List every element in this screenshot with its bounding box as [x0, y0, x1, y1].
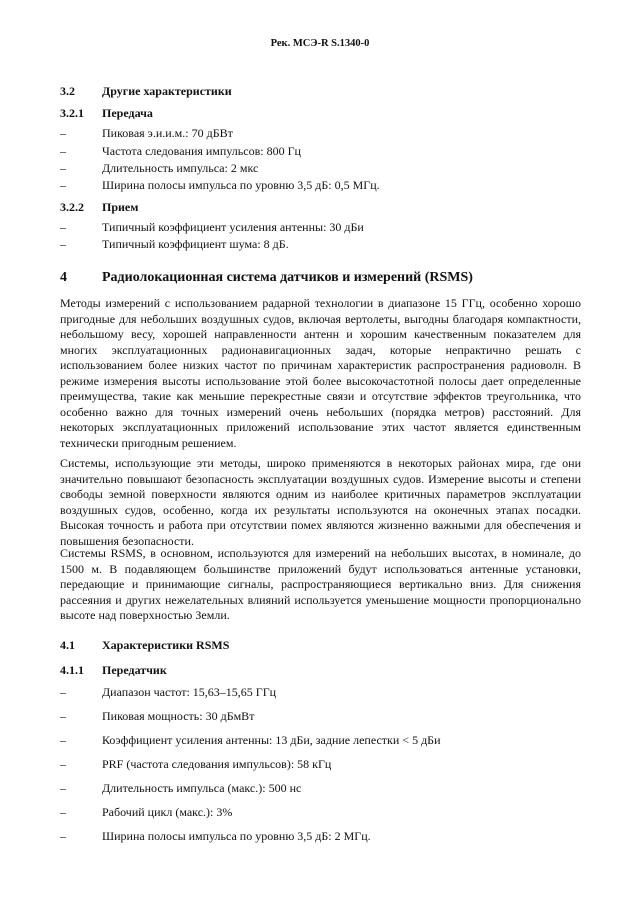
- list-item: – Пиковая э.и.и.м.: 70 дБВт: [60, 126, 233, 140]
- section-4-heading: [60, 270, 473, 286]
- section-number: 3.2: [60, 84, 75, 98]
- section-4-1-heading: [60, 638, 229, 653]
- section-title: Другие характеристики: [102, 84, 232, 98]
- section-number: 3.2.1: [60, 106, 84, 120]
- list-item: – Частота следования импульсов: 800 Гц: [60, 144, 301, 158]
- section-number: 3.2.2: [60, 200, 84, 214]
- section-title: Характеристики RSMS: [102, 638, 230, 652]
- section-3-2-1-heading: [60, 106, 153, 121]
- list-item: – Диапазон частот: 15,63–15,65 ГГц: [60, 685, 277, 699]
- section-title: Передача: [102, 106, 153, 120]
- list-item: – Типичный коэффициент усиления антенны: 30 дБи: [60, 220, 364, 234]
- list-item: – Ширина полосы импульса по уровню 3,5 дБ: 2 МГц.: [60, 829, 371, 843]
- section-4-1-1-heading: [60, 663, 167, 678]
- list-item: – Длительность импульса: 2 мкс: [60, 161, 259, 175]
- section-title: Передатчик: [102, 663, 167, 677]
- section-number: 4.1: [60, 638, 75, 652]
- section-title: Прием: [102, 200, 139, 214]
- list-item: – Ширина полосы импульса по уровню 3,5 дБ: 0,5 МГц.: [60, 178, 380, 192]
- section-number: 4: [60, 270, 67, 285]
- section-3-2-2-heading: [60, 200, 138, 215]
- list-item: – Типичный коэффициент шума: 8 дБ.: [60, 237, 289, 251]
- paragraph: Системы RSMS, в основном, используются для измерений на небольших высотах, в номинале, до 1500 м. В подавляющем большинстве приложений будут использоваться антенные установки, передающие и принимающие сигналы, распространяющиеся вертикально вниз. Для снижения рассеяния и других нежелательных влияний используется уменьшение мощности пропорционально высоте над поверхностью Земли.: [60, 546, 581, 622]
- list-item: – Рабочий цикл (макс.): 3%: [60, 805, 233, 819]
- list-item: – Длительность импульса (макс.): 500 нс: [60, 781, 302, 795]
- list-item: – PRF (частота следования импульсов): 58 кГц: [60, 757, 332, 771]
- paragraph: Системы, использующие эти методы, широко применяются в некоторых районах мира, где они значительно повышают безопасность эксплуатации воздушных судов. Измерение высоты и степени свободы земной поверхности являются одним из наиболее критичных параметров эксплуатации воздушных судов, особенно, когда их результаты используются на оконечных этапах посадки. Высокая точность и работа при отсутствии помех являются жизненно важными для обеспечения и повышения безопасности.: [60, 456, 581, 548]
- section-3-2-heading: [60, 84, 232, 99]
- page-header: Рек. МСЭ-R S.1340-0: [270, 38, 370, 49]
- list-item: – Коэффициент усиления антенны: 13 дБи, задние лепестки < 5 дБи: [60, 733, 441, 747]
- list-item: – Пиковая мощность: 30 дБмВт: [60, 709, 255, 723]
- section-title: Радиолокационная система датчиков и измерений (RSMS): [102, 270, 473, 285]
- section-number: 4.1.1: [60, 663, 84, 677]
- paragraph: Методы измерений с использованием радарной технологии в диапазоне 15 ГГц, особенно хорошо пригодные для небольших воздушных судов, включая вертолеты, выгодны благодаря компактности, небольшому весу, хорошей направленности антенн и хорошим качественным показателем для многих эксплуатационных радионавигационных задач, которые непрактично решать с использованием более низких частот по причинам характеристик распространения радиоволн. В режиме измерения высоты использование этой более высокочастотной полосы дает определенные преимущества, такие как меньшие перекрестные связи и отсутствие эффектов треугольника, что особенно важно для точных измерений очень небольших (порядка метров) расстояний. Для некоторых эксплуатационных приложений использование этих частот является единственным технически пригодным решением.: [60, 296, 581, 450]
